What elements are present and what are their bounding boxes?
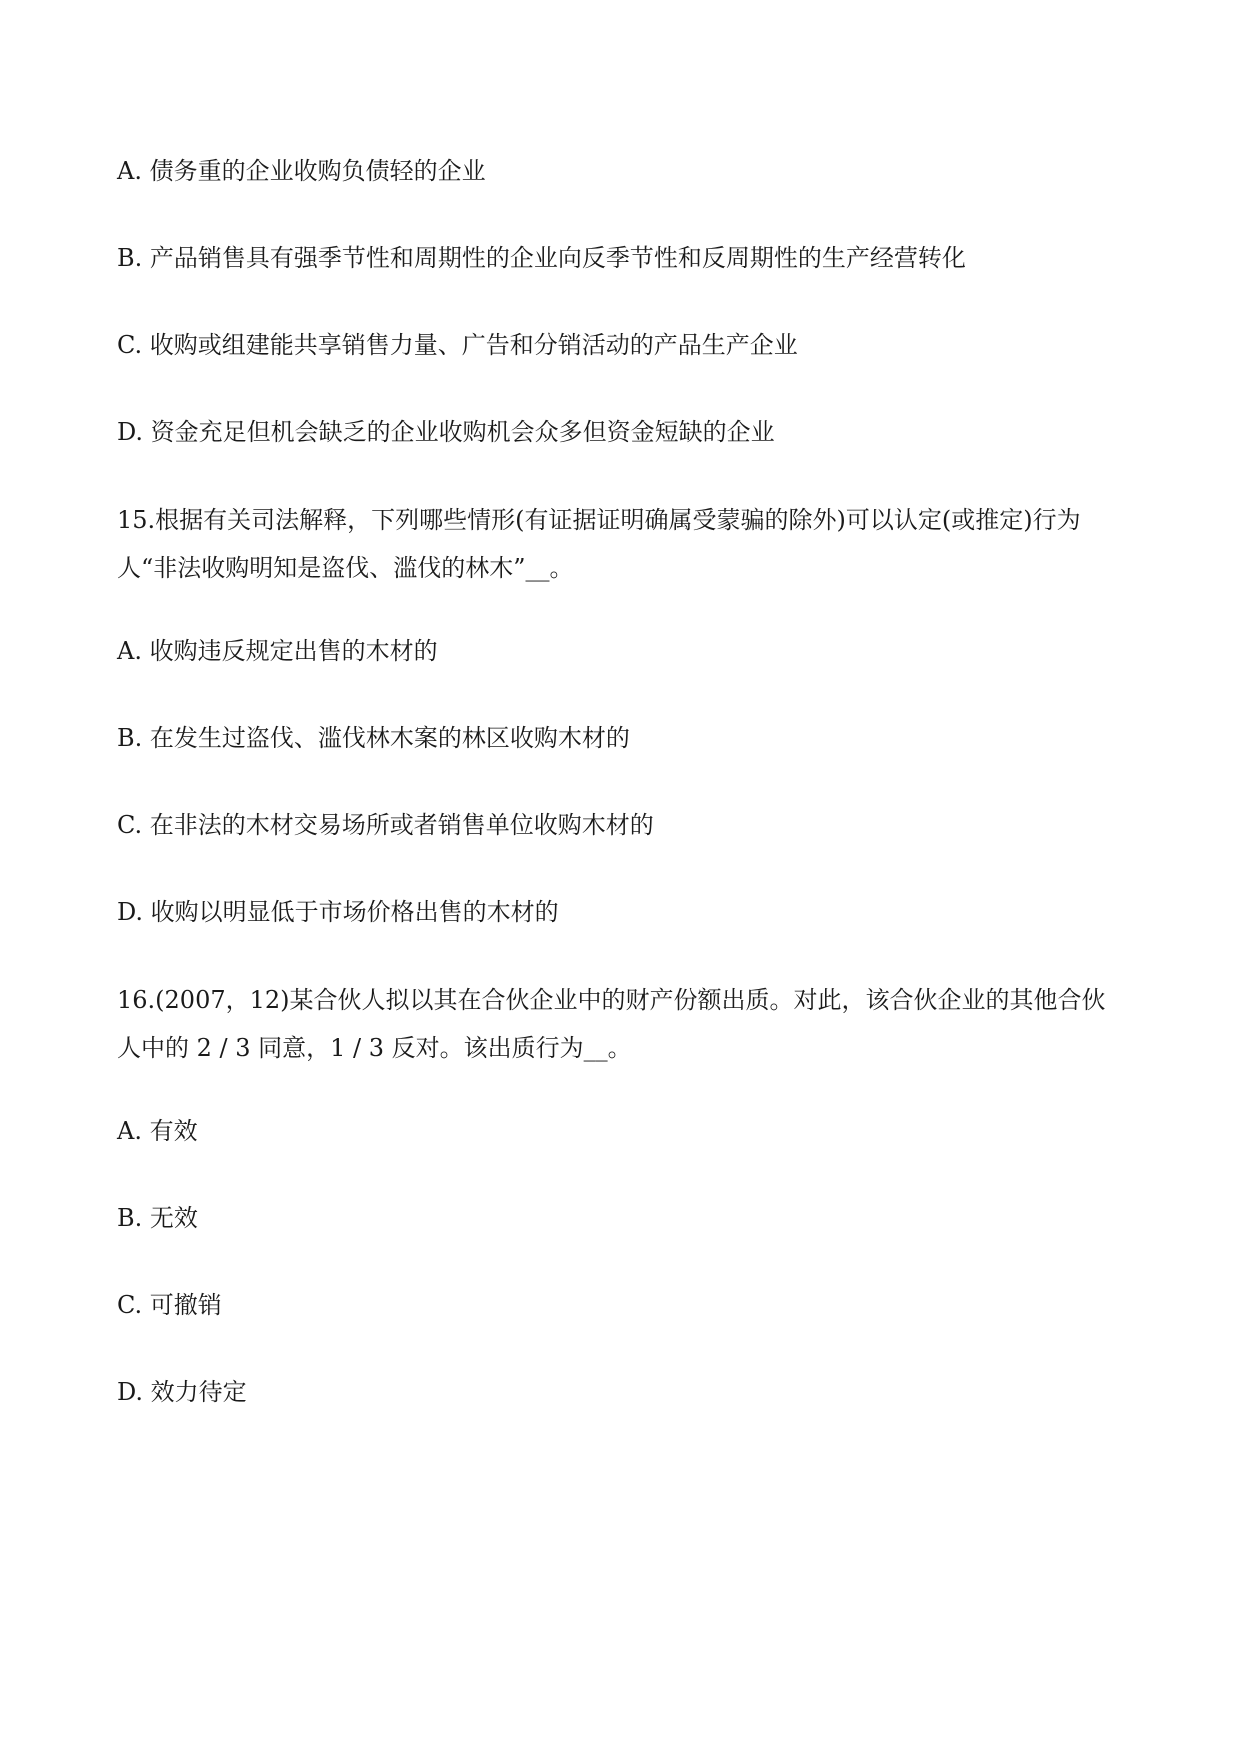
question-16-option-a: A. 有效: [117, 1117, 198, 1145]
option-a: A. 债务重的企业收购负债轻的企业: [117, 157, 486, 185]
question-16-option-c: C. 可撤销: [117, 1291, 222, 1319]
question-15-option-d: D. 收购以明显低于市场价格出售的木材的: [117, 898, 559, 926]
question-15-stem-line1: 15.根据有关司法解释，下列哪些情形(有证据证明确属受蒙骗的除外)可以认定(或推定)行为: [117, 506, 1081, 534]
question-15-stem-line2: 人“非法收购明知是盗伐、滥伐的林木”__。: [117, 554, 574, 582]
question-15-option-b: B. 在发生过盗伐、滥伐林木案的林区收购木材的: [117, 724, 630, 752]
option-b: B. 产品销售具有强季节性和周期性的企业向反季节性和反周期性的生产经营转化: [117, 244, 966, 272]
question-15-option-a: A. 收购违反规定出售的木材的: [117, 637, 438, 665]
option-d: D. 资金充足但机会缺乏的企业收购机会众多但资金短缺的企业: [117, 418, 775, 446]
question-16-stem-line1: 16.(2007，12)某合伙人拟以其在合伙企业中的财产份额出质。对此，该合伙企业的其他合伙: [117, 986, 1106, 1014]
question-15-option-c: C. 在非法的木材交易场所或者销售单位收购木材的: [117, 811, 654, 839]
question-16-stem-line2: 人中的 2 / 3 同意，1 / 3 反对。该出质行为__。: [117, 1034, 632, 1062]
question-15-stem: [117, 496, 1127, 592]
question-16-option-d: D. 效力待定: [117, 1378, 247, 1406]
option-c: C. 收购或组建能共享销售力量、广告和分销活动的产品生产企业: [117, 331, 798, 359]
question-16-stem: [117, 976, 1127, 1072]
question-16-option-b: B. 无效: [117, 1204, 198, 1232]
